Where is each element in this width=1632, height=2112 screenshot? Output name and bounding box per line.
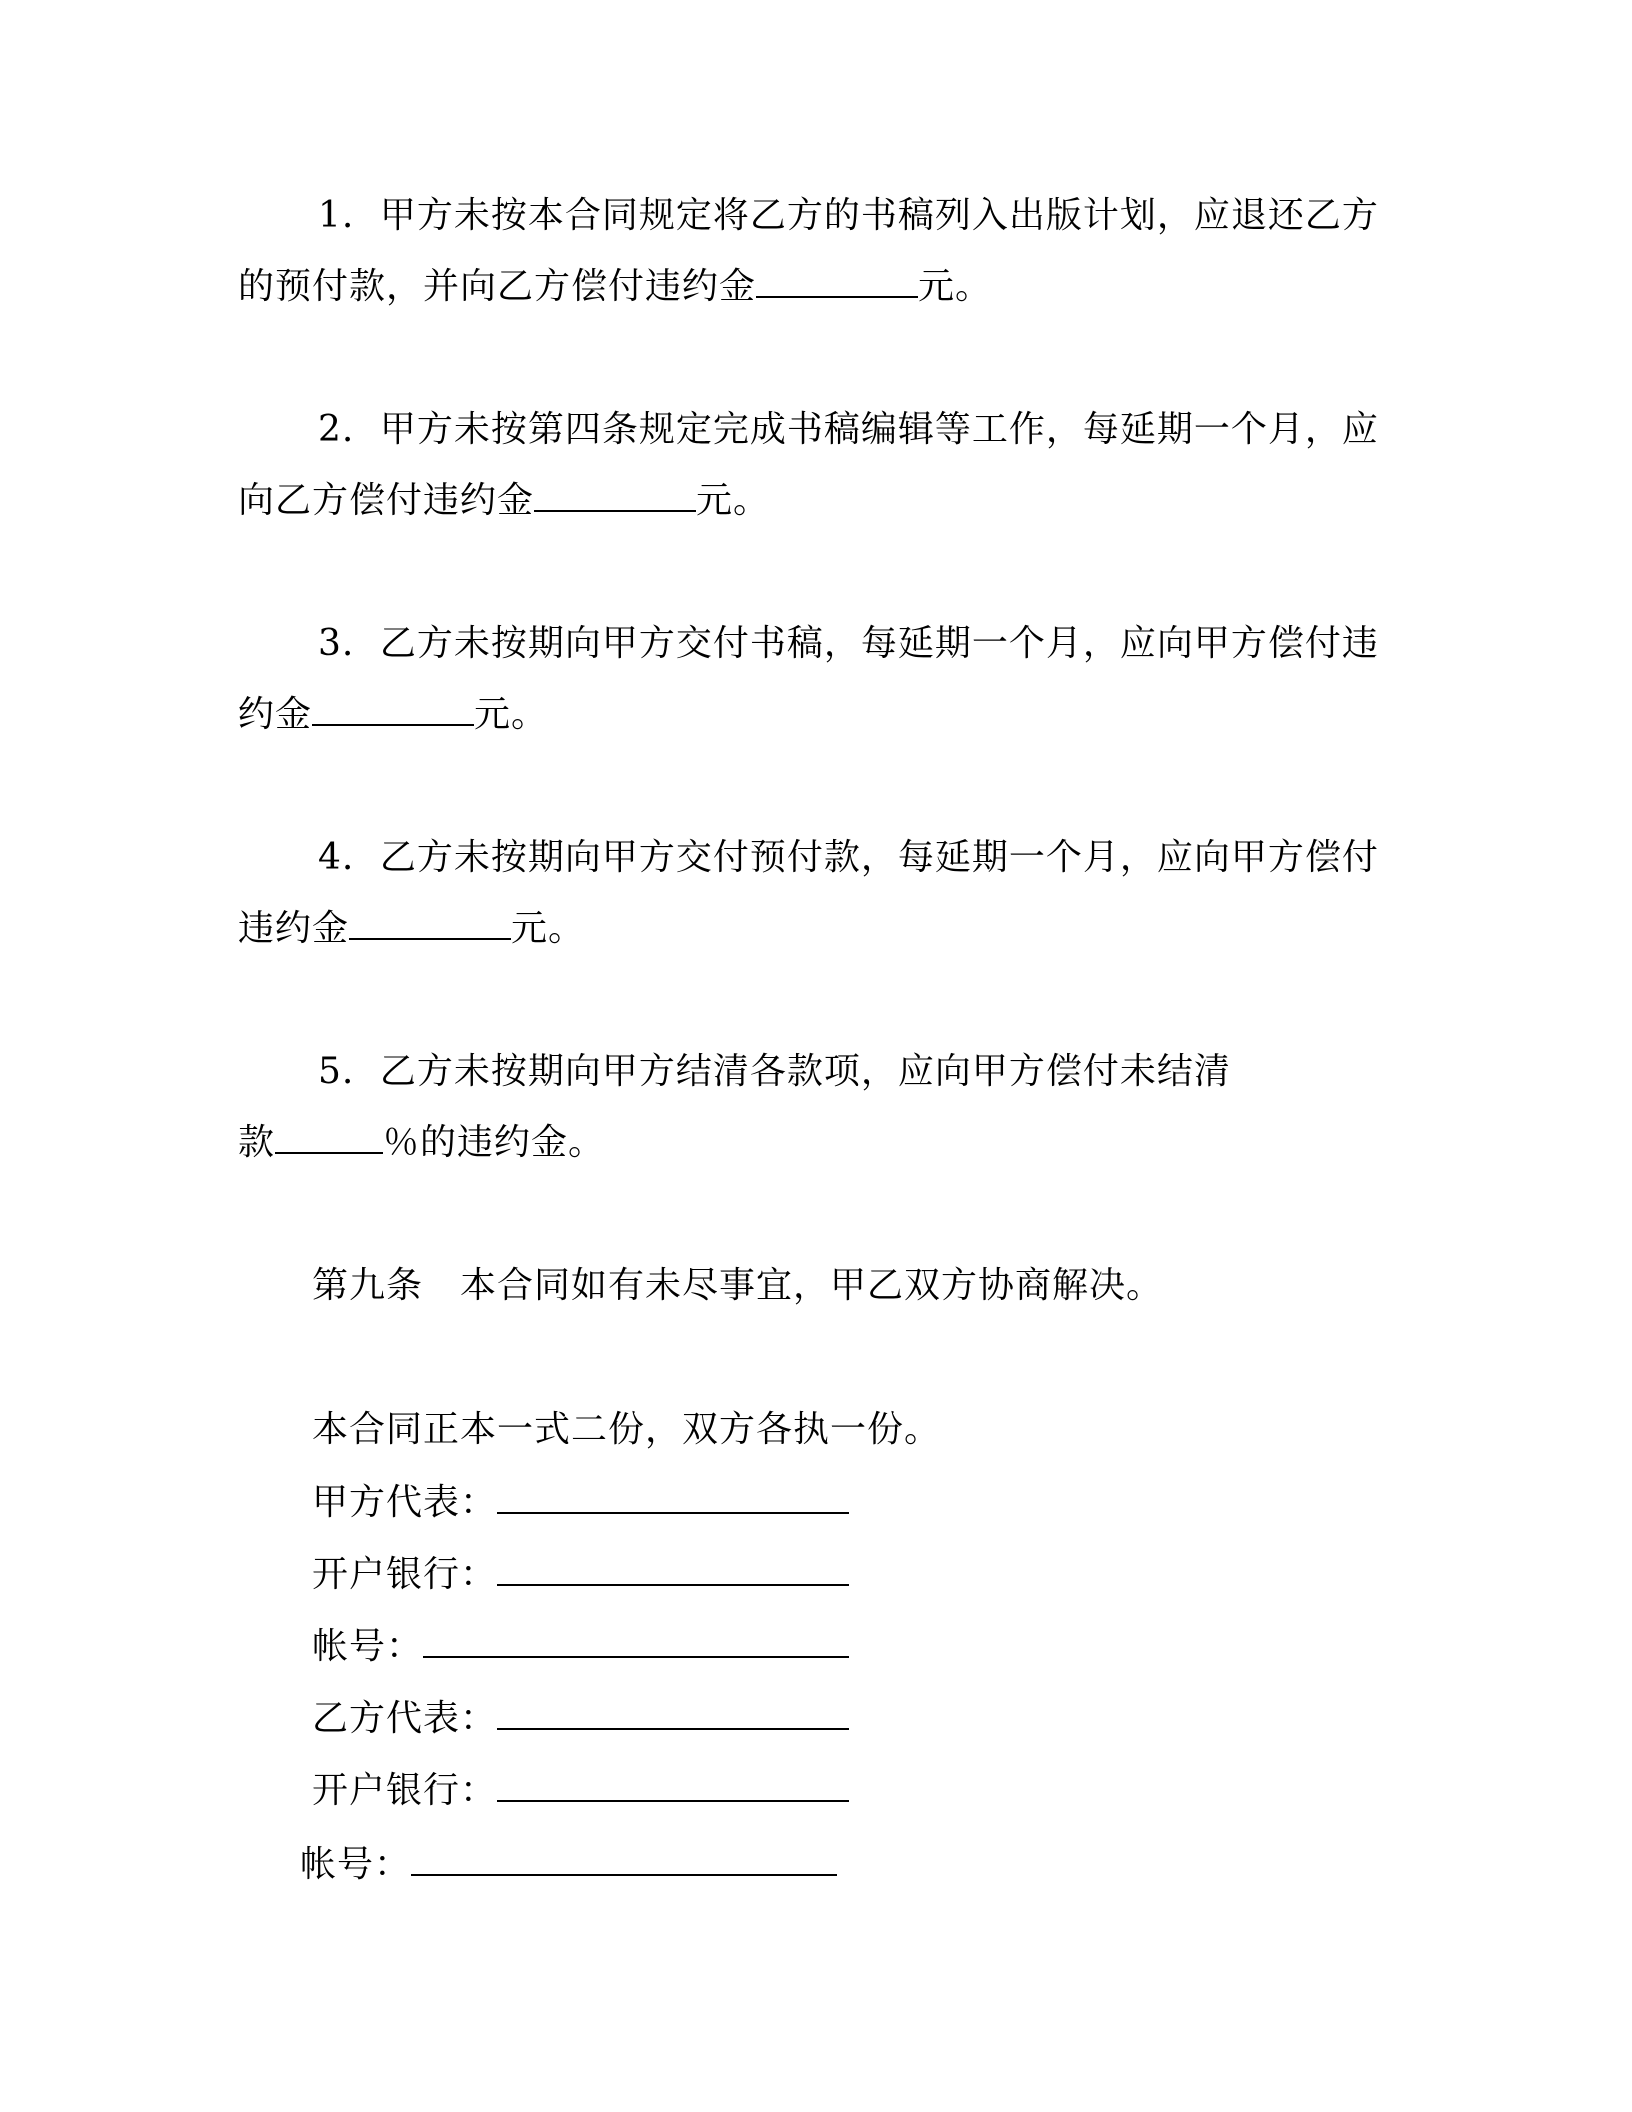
clause-5-line-1: 5. 乙方未按期向甲方结清各款项，应向甲方偿付未结清 — [318, 1051, 1231, 1092]
penalty-amount-blank-3 — [312, 690, 474, 726]
clause-2-number: 2 — [318, 409, 342, 450]
party-a-rep-label: 甲方代表： — [312, 1482, 498, 1523]
clause-1-line-2: 的预付款，并向乙方偿付违约金 元。 — [238, 262, 992, 311]
party-b-account-blank — [411, 1840, 837, 1876]
party-a-rep-blank — [497, 1478, 849, 1514]
copies-statement: 本合同正本一式二份，双方各执一份。 — [312, 1409, 942, 1450]
clause-2-text: 甲方未按第四条规定完成书稿编辑等工作，每延期一个月，应 — [379, 409, 1379, 450]
penalty-amount-blank-4 — [349, 904, 511, 940]
clause-1-number: 1 — [318, 195, 342, 236]
clause-3-number: 3 — [318, 623, 342, 664]
party-a-bank-blank — [497, 1550, 849, 1586]
party-b-account-label: 帐号： — [300, 1844, 412, 1885]
clause-3-line-2: 约金 元。 — [238, 690, 548, 739]
party-b-rep-blank — [497, 1694, 849, 1730]
clause-5-text: 乙方未按期向甲方结清各款项，应向甲方偿付未结清 — [379, 1051, 1231, 1092]
party-b-bank-label: 开户银行： — [312, 1770, 498, 1811]
party-b-rep-line — [312, 1694, 849, 1743]
party-a-rep-line — [312, 1478, 849, 1527]
penalty-amount-blank-2 — [534, 476, 696, 512]
clause-4-text: 乙方未按期向甲方交付预付款，每延期一个月，应向甲方偿付 — [379, 837, 1379, 878]
party-b-rep-label: 乙方代表： — [312, 1698, 498, 1739]
clause-3-line-1: 3. 乙方未按期向甲方交付书稿，每延期一个月，应向甲方偿付违 — [318, 623, 1379, 664]
party-a-account-label: 帐号： — [312, 1626, 424, 1667]
clause-2-line-2: 向乙方偿付违约金 元。 — [238, 476, 770, 525]
party-b-bank-blank — [497, 1766, 849, 1802]
clause-1-line-1: 1. 甲方未按本合同规定将乙方的书稿列入出版计划，应退还乙方 — [318, 195, 1379, 236]
article-9: 第九条 本合同如有未尽事宜，甲乙双方协商解决。 — [312, 1265, 1164, 1306]
clause-4-number: 4 — [318, 837, 342, 878]
clause-5-line-2: 款 ％的违约金。 — [238, 1118, 605, 1167]
penalty-percent-blank — [275, 1118, 383, 1154]
penalty-amount-blank-1 — [756, 262, 918, 298]
party-a-account-line — [312, 1622, 849, 1671]
clause-4-line-2: 违约金 元。 — [238, 904, 585, 953]
party-b-bank-line — [312, 1766, 849, 1815]
clause-4-line-1: 4. 乙方未按期向甲方交付预付款，每延期一个月，应向甲方偿付 — [318, 837, 1379, 878]
party-a-account-blank — [423, 1622, 849, 1658]
clause-3-text: 乙方未按期向甲方交付书稿，每延期一个月，应向甲方偿付违 — [379, 623, 1379, 664]
clause-1-text: 甲方未按本合同规定将乙方的书稿列入出版计划，应退还乙方 — [379, 195, 1379, 236]
party-a-bank-label: 开户银行： — [312, 1554, 498, 1595]
party-b-account-line — [300, 1840, 837, 1889]
party-a-bank-line — [312, 1550, 849, 1599]
clause-2-line-1: 2. 甲方未按第四条规定完成书稿编辑等工作，每延期一个月，应 — [318, 409, 1379, 450]
clause-5-number: 5 — [318, 1051, 342, 1092]
